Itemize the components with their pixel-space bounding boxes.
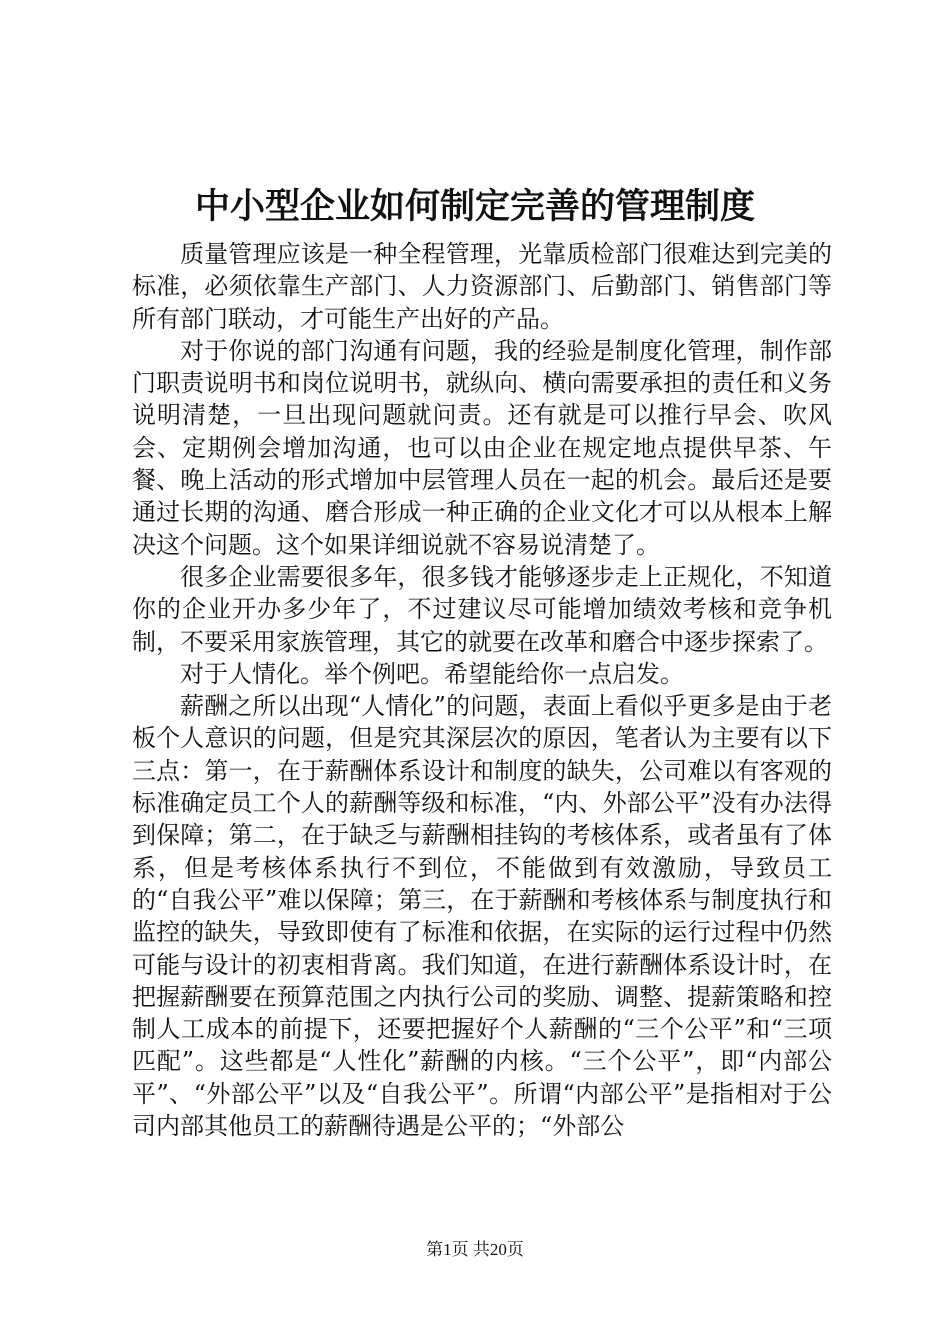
- page-footer: 第1页 共20页: [426, 1240, 524, 1259]
- paragraph: 质量管理应该是一种全程管理，光靠质检部门很难达到完美的标准，必须依靠生产部门、人力资源部门、后勤部门、销售部门等所有部门联动，才可能生产出好的产品。: [132, 240, 832, 333]
- paragraph: 很多企业需要很多年，很多钱才能够逐步走上正规化，不知道你的企业开办多少年了，不过建议尽可能增加绩效考核和竞争机制，不要采用家族管理，其它的就要在改革和磨合中逐步探索了。: [132, 562, 832, 656]
- paragraph: 对于人情化。举个例吧。希望能给你一点启发。: [180, 659, 684, 688]
- document-title: 中小型企业如何制定完善的管理制度: [194, 186, 755, 227]
- document-body: [132, 238, 832, 1142]
- paragraph: 对于你说的部门沟通有问题，我的经验是制度化管理，制作部门职责说明书和岗位说明书，就纵向、横向需要承担的责任和义务说明清楚，一旦出现问题就问责。还有就是可以推行早会、吹风会、定期例会增加沟通，也可以由企业在规定地点提供早茶、午餐、晚上活动的形式增加中层管理人员在一起的机会。最后还是要通过长期的沟通、磨合形成一种正确的企业文化才可以从根本上解决这个问题。这个如果详细说就不容易说清楚了。: [132, 336, 832, 559]
- paragraph: 薪酬之所以出现“人情化”的问题，表面上看似乎更多是由于老板个人意识的问题，但是究其深层次的原因，笔者认为主要有以下三点：第一，在于薪酬体系设计和制度的缺失，公司难以有客观的标准确定员工个人的薪酬等级和标准，“内、外部公平”没有办法得到保障；第二，在于缺乏与薪酬相挂钩的考核体系，或者虽有了体系，但是考核体系执行不到位，不能做到有效激励，导致员工的“自我公平”难以保障；第三，在于薪酬和考核体系与制度执行和监控的缺失，导致即使有了标准和依据，在实际的运行过程中仍然可能与设计的初衷相背离。我们知道，在进行薪酬体系设计时，在把握薪酬要在预算范围之内执行公司的奖励、调整、提薪策略和控制人工成本的前提下，还要把握好个人薪酬的“三个公平”和“三项匹配”。这些都是“人性化”薪酬的内核。“三个公平”，即“内部公平”、“外部公平”以及“自我公平”。所谓“内部公平”是指相对于公司内部其他员工的薪酬待遇是公平的；“外部公: [132, 692, 832, 1141]
